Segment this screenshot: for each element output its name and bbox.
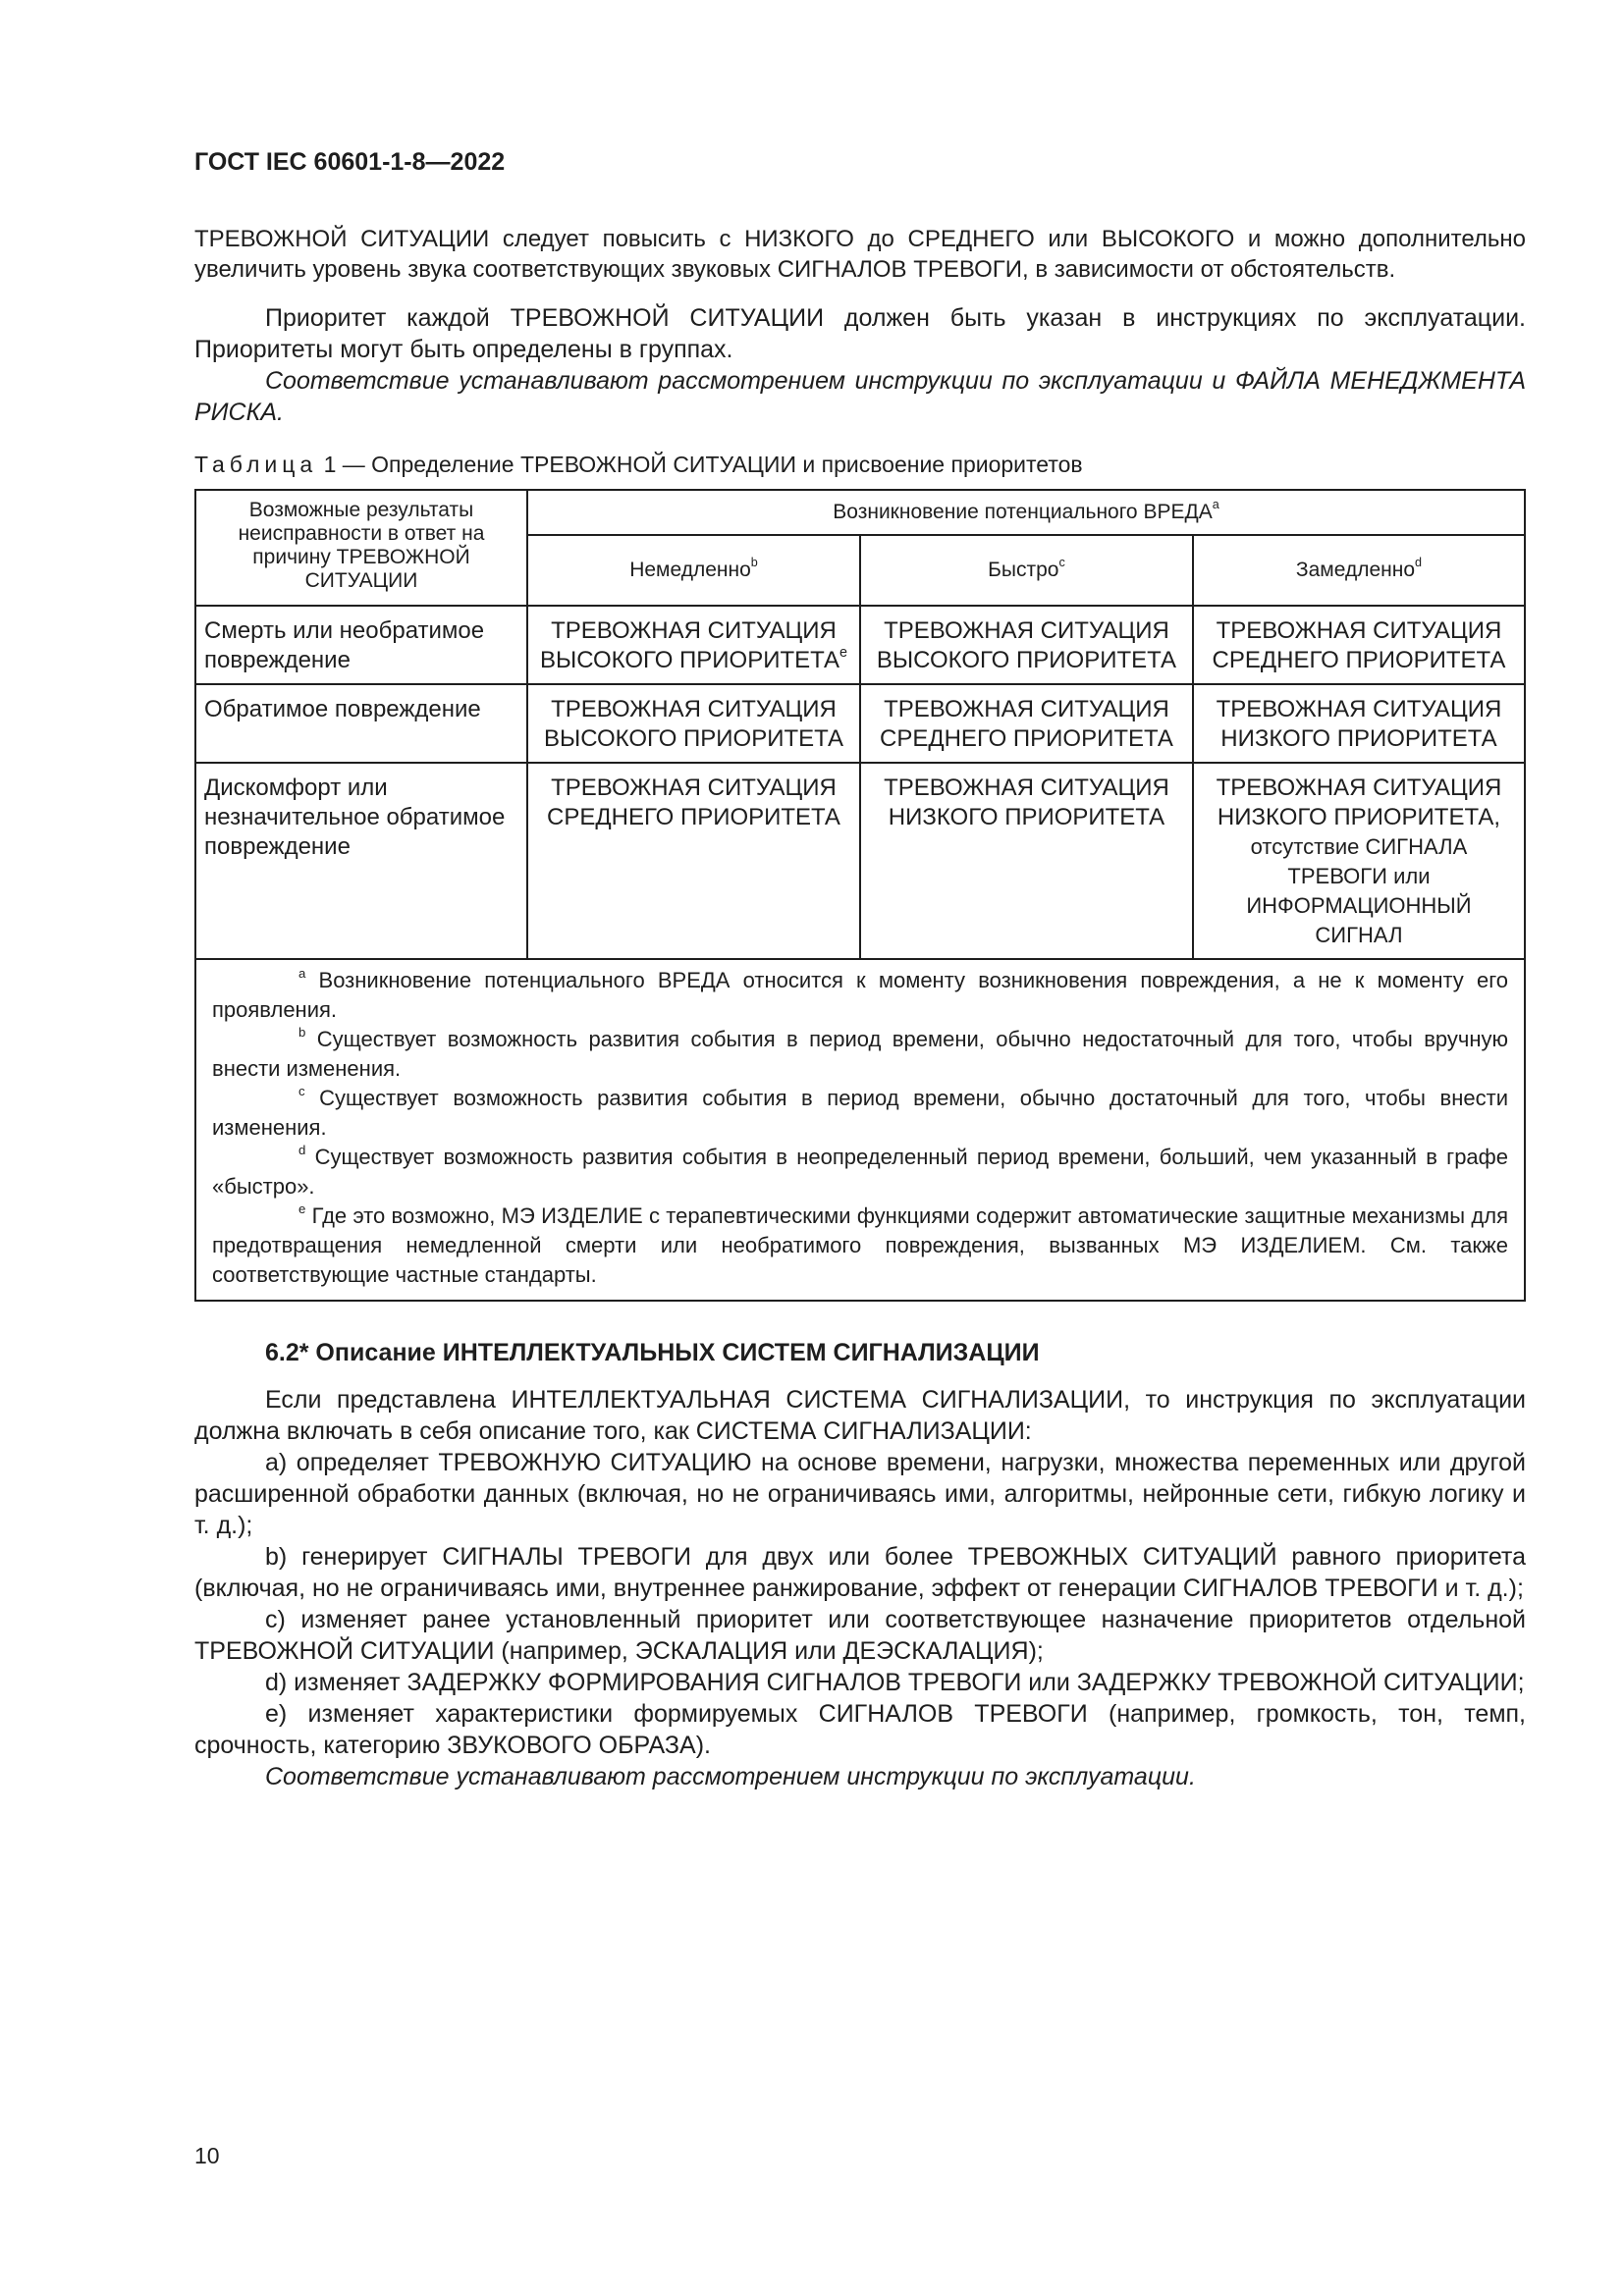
section-title: 6.2* Описание ИНТЕЛЛЕКТУАЛЬНЫХ СИСТЕМ СИГНАЛИЗАЦИИ [265,1339,1040,1366]
row-label: Смерть или необратимое повреждение [195,606,527,684]
intro-paragraph-2: Приоритет каждой ТРЕВОЖНОЙ СИТУАЦИИ должен быть указан в инструкциях по эксплуатации. Приоритеты могут быть определены в группах. [194,304,1526,363]
page-number: 10 [194,2143,220,2168]
intro-paragraph-1: ТРЕВОЖНОЙ СИТУАЦИИ следует повысить с НИЗКОГО до СРЕДНЕГО или ВЫСОКОГО и можно дополнительно увеличить уровень звука соответствующих звуковых СИГНАЛОВ ТРЕВОГИ, в зависимости от обстоятельств. [194,226,1526,283]
table-cell: ТРЕВОЖНАЯ СИТУАЦИЯ СРЕДНЕГО ПРИОРИТЕТА [527,763,860,959]
section-intro: Если представлена ИНТЕЛЛЕКТУАЛЬНАЯ СИСТЕМА СИГНАЛИЗАЦИИ, то инструкция по эксплуатации должна включать в себя описание того, как СИСТЕМА СИГНАЛИЗАЦИИ: [194,1386,1526,1445]
list-item: e) изменяет характеристики формируемых СИГНАЛОВ ТРЕВОГИ (например, громкость, тон, темп, срочность, категорию ЗВУКОВОГО ОБРАЗА). [194,1700,1526,1759]
table-note: $^a$ Возникновение потенциального ВРЕДА относится к моменту возникновения повреждения, а не к моменту его проявления. [212,965,1508,1022]
table-note: $^b$ Существует возможность развития события в период времени, обычно недостаточный для того, чтобы вручную внести изменения. [212,1024,1508,1081]
list-item: c) изменяет ранее установленный приоритет или соответствующее назначение приоритетов отдельной ТРЕВОЖНОЙ СИТУАЦИИ (например, ЭСКАЛАЦИЯ или ДЕЭСКАЛАЦИЯ); [194,1606,1526,1665]
table-header-outcome: Возможные результаты неисправности в ответ на причину ТРЕВОЖНОЙ СИТУАЦИИ [195,490,527,606]
list-item: b) генерирует СИГНАЛЫ ТРЕВОГИ для двух или более ТРЕВОЖНЫХ СИТУАЦИЙ равного приоритета (включая, но не ограничиваясь ими, внутреннее ранжирование, эффект от генерации СИГНАЛОВ ТРЕВОГИ и т. д.); [194,1543,1526,1602]
table-note: $^d$ Существует возможность развития события в неопределенный период времени, больший, чем указанный в графе «быстро». [212,1142,1508,1199]
section-compliance: Соответствие устанавливают рассмотрением инструкции по эксплуатации. [265,1763,1196,1790]
priority-table [194,489,1526,1302]
table-cell: ТРЕВОЖНАЯ СИТУАЦИЯ СРЕДНЕГО ПРИОРИТЕТА [860,684,1193,763]
table-note: $^e$ Где это возможно, МЭ ИЗДЕЛИЕ с терапевтическими функциями содержит автоматические защитные механизмы для предотвращения немедленной смерти или необратимого повреждения, вызванных МЭ ИЗДЕЛИЕМ. См. также соответствующие частные стандарты. [212,1201,1508,1287]
table-header-prompt: Быстро$^c$ [860,535,1193,606]
table-header-harm-onset: Возникновение потенциального ВРЕДА$^a$ [527,490,1525,535]
table-cell: ТРЕВОЖНАЯ СИТУАЦИЯ ВЫСОКОГО ПРИОРИТЕТА$^e$ [527,606,860,684]
row-label: Обратимое повреждение [195,684,527,763]
list-item: a) определяет ТРЕВОЖНУЮ СИТУАЦИЮ на основе времени, нагрузки, множества переменных или другой расширенной обработки данных (включая, но не ограничиваясь ими, алгоритмы, нейронные сети, гибкую логику и т. д.); [194,1449,1526,1539]
table-row [195,763,1525,959]
list-item: d) изменяет ЗАДЕРЖКУ ФОРМИРОВАНИЯ СИГНАЛОВ ТРЕВОГИ или ЗАДЕРЖКУ ТРЕВОЖНОЙ СИТУАЦИИ; [265,1669,1525,1696]
table-notes [195,959,1525,1301]
table-cell: ТРЕВОЖНАЯ СИТУАЦИЯ НИЗКОГО ПРИОРИТЕТА [1193,684,1525,763]
table-notes-row [195,959,1525,1301]
table-note: $^c$ Существует возможность развития события в период времени, обычно достаточный для того, чтобы внести изменения. [212,1083,1508,1140]
standard-header: ГОСТ IEC 60601-1-8—2022 [194,148,506,176]
table-row [195,606,1525,684]
table-cell: ТРЕВОЖНАЯ СИТУАЦИЯ СРЕДНЕГО ПРИОРИТЕТА [1193,606,1525,684]
table-caption [194,450,1526,479]
table-row [195,684,1525,763]
row-label: Дискомфорт или незначительное обратимое повреждение [195,763,527,959]
table-header-immediate: Немедленно$^b$ [527,535,860,606]
intro-compliance: Соответствие устанавливают рассмотрением инструкции по эксплуатации и ФАЙЛА МЕНЕДЖМЕНТА РИСКА. [194,367,1526,426]
table-cell: ТРЕВОЖНАЯ СИТУАЦИЯ ВЫСОКОГО ПРИОРИТЕТА [527,684,860,763]
table-cell: ТРЕВОЖНАЯ СИТУАЦИЯ НИЗКОГО ПРИОРИТЕТА, отсутствие СИГНАЛА ТРЕВОГИ или ИНФОРМАЦИОННЫЙ СИГНАЛ [1193,763,1525,959]
table-header-delayed: Замедленно$^d$ [1193,535,1525,606]
table-caption-text: 1 — Определение ТРЕВОЖНОЙ СИТУАЦИИ и присвоение приоритетов [323,452,1083,477]
document-page [194,147,1526,1792]
table-cell: ТРЕВОЖНАЯ СИТУАЦИЯ ВЫСОКОГО ПРИОРИТЕТА [860,606,1193,684]
table-cell: ТРЕВОЖНАЯ СИТУАЦИЯ НИЗКОГО ПРИОРИТЕТА [860,763,1193,959]
table-caption-word: Таблица [194,452,318,477]
